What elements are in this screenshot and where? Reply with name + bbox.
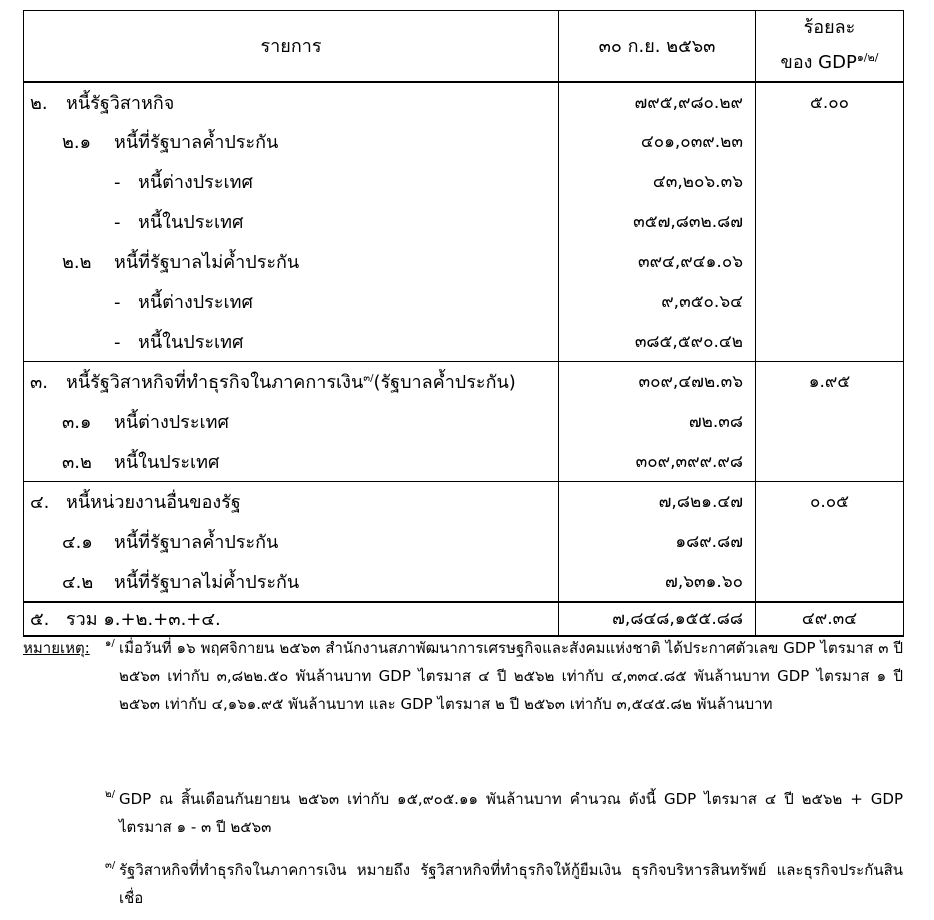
row-value: ๗๙๕,๙๘๐.๒๙ [559, 82, 756, 122]
row-label: หนี้ในประเทศ [138, 331, 244, 353]
total-row [24, 602, 904, 636]
row-dash: - [114, 212, 121, 233]
row-number: ๔.๑ [62, 532, 93, 553]
row-pct [756, 322, 904, 362]
table-row [24, 362, 904, 402]
row-label: รวม ๑.+๒.+๓.+๔. [66, 609, 221, 630]
row-label: หนี้ที่รัฐบาลไม่ค้ำประกัน [114, 571, 300, 593]
footnote-2 [105, 785, 903, 841]
row-value: ๗,๖๓๑.๖๐ [559, 562, 756, 602]
row-pct [756, 442, 904, 482]
row-number: ๒.๒ [62, 252, 92, 273]
table-row [24, 442, 904, 482]
footnote-3 [105, 856, 903, 912]
row-value: ๓๙๔,๙๔๑.๐๖ [559, 242, 756, 282]
table-row [24, 562, 904, 602]
header-pct-line2: ของ $GDP^{๑/๒/}$ [780, 51, 879, 74]
row-number: ๕. [30, 609, 50, 630]
row-value: ๓๘๕,๕๙๐.๔๒ [559, 322, 756, 362]
table-row [24, 402, 904, 442]
table-row [24, 122, 904, 162]
footnote-text: รัฐวิสาหกิจที่ทำธุรกิจในภาคการเงิน หมายถึง รัฐวิสาหกิจที่ทำธุรกิจให้กู้ยืมเงิน ธุรกิจบริหารสินทรัพย์ และธุรกิจประกันสินเชื่อ [119, 861, 903, 907]
row-number: ๓.๒ [62, 451, 92, 473]
row-pct [756, 282, 904, 322]
header-pct [756, 11, 904, 82]
row-label: หนี้ในประเทศ [114, 451, 220, 473]
header-date: ๓๐ ก.ย. ๒๕๖๓ [559, 11, 756, 82]
row-value: ๔๐๑,๐๓๙.๒๓ [559, 122, 756, 162]
table-row [24, 242, 904, 282]
row-value: ๓๕๗,๘๓๒.๘๗ [559, 202, 756, 242]
row-label: หนี้ที่รัฐบาลไม่ค้ำประกัน [114, 252, 300, 273]
row-label: หนี้รัฐวิสาหกิจ [66, 92, 175, 114]
row-label: หนี้ที่รัฐบาลค้ำประกัน [114, 132, 279, 153]
row-pct: ๐.๐๕ [756, 482, 904, 522]
row-value: ๗๒.๓๘ [559, 402, 756, 442]
row-pct [756, 122, 904, 162]
header-pct-line1: ร้อยละ [803, 17, 856, 39]
table-row [24, 482, 904, 522]
footnote-marker: ๒/ [105, 789, 115, 800]
row-label: หนี้ต่างประเทศ [138, 172, 253, 193]
footnote-text: เมื่อวันที่ ๑๖ พฤศจิกายน ๒๕๖๓ สำนักงานสภาพัฒนาการเศรษฐกิจและสังคมแห่งชาติ ได้ประกาศตัวเลข GDP ไตรมาส ๓ ปี ๒๕๖๓ เท่ากับ ๓,๘๒๒.๕๐ พันล้านบาท GDP ไตรมาส ๔ ปี ๒๕๖๒ เท่ากับ ๔,๓๓๔.๘๕ พันล้านบาท GDP ไตรมาส ๑ ปี ๒๕๖๓ เท่ากับ ๔,๑๖๑.๙๕ พันล้านบาท และ GDP ไตรมาส ๒ ปี ๒๕๖๓ เท่ากับ ๓,๕๔๕.๘๒ พันล้านบาท [119, 639, 903, 713]
row-number: ๓.๑ [62, 412, 92, 433]
row-dash: - [114, 331, 121, 353]
row-value: ๗,๘๒๑.๔๗ [559, 482, 756, 522]
header-item: รายการ [24, 11, 559, 82]
row-pct [756, 202, 904, 242]
row-value: ๙,๓๕๐.๖๔ [559, 282, 756, 322]
row-label-sup: ๓/ [363, 373, 374, 385]
header-pct-sup: ๑/๒/ [856, 51, 879, 65]
table-row [24, 162, 904, 202]
row-label: หนี้ในประเทศ [138, 212, 244, 233]
row-label: หนี้ที่รัฐบาลค้ำประกัน [114, 532, 279, 553]
row-pct [756, 242, 904, 282]
row-label: หนี้หน่วยงานอื่นของรัฐ [66, 492, 241, 514]
footnote-marker: ๑/ [105, 638, 115, 649]
row-value: ๓๐๙,๓๙๙.๙๘ [559, 442, 756, 482]
table-row [24, 202, 904, 242]
notes-heading: หมายเหตุ: [23, 639, 90, 657]
row-number: ๓. [30, 372, 49, 394]
row-pct: ๑.๙๕ [756, 362, 904, 402]
row-pct [756, 522, 904, 562]
row-label-tail: (รัฐบาลค้ำประกัน) [373, 372, 516, 394]
footnote-marker: ๓/ [105, 860, 116, 871]
row-value: ๗,๘๔๘,๑๕๕.๘๘ [559, 602, 756, 636]
table-header-row [24, 11, 904, 82]
row-dash: - [114, 172, 121, 193]
row-pct [756, 562, 904, 602]
row-label: หนี้รัฐวิสาหกิจที่ทำธุรกิจในภาคการเงิน [66, 372, 364, 394]
row-value: ๓๐๙,๔๗๒.๓๖ [559, 362, 756, 402]
table-row [24, 282, 904, 322]
row-number: ๒. [30, 92, 48, 114]
row-label: หนี้ต่างประเทศ [114, 412, 229, 433]
row-value: ๑๘๙.๘๗ [559, 522, 756, 562]
table-row [24, 522, 904, 562]
row-number: ๔. [30, 492, 50, 514]
row-pct [756, 402, 904, 442]
debt-table [23, 10, 904, 637]
row-number: ๒.๑ [62, 132, 92, 153]
footnote-text: GDP ณ สิ้นเดือนกันยายน ๒๕๖๓ เท่ากับ ๑๕,๙๐๕.๑๑ พันล้านบาท คำนวณ ดังนี้ GDP ไตรมาส ๔ ปี ๒๕๖๒ + GDP ไตรมาส ๑ - ๓ ปี ๒๕๖๓ [119, 790, 903, 836]
row-pct: ๕.๐๐ [756, 82, 904, 122]
row-dash: - [114, 292, 121, 313]
row-pct [756, 162, 904, 202]
table-row [24, 322, 904, 362]
row-label: หนี้ต่างประเทศ [138, 292, 253, 313]
table-row [24, 82, 904, 122]
footnote-1 [105, 634, 903, 718]
row-value: ๔๓,๒๐๖.๓๖ [559, 162, 756, 202]
row-number: ๔.๒ [62, 571, 94, 593]
row-pct: ๔๙.๓๔ [756, 602, 904, 636]
